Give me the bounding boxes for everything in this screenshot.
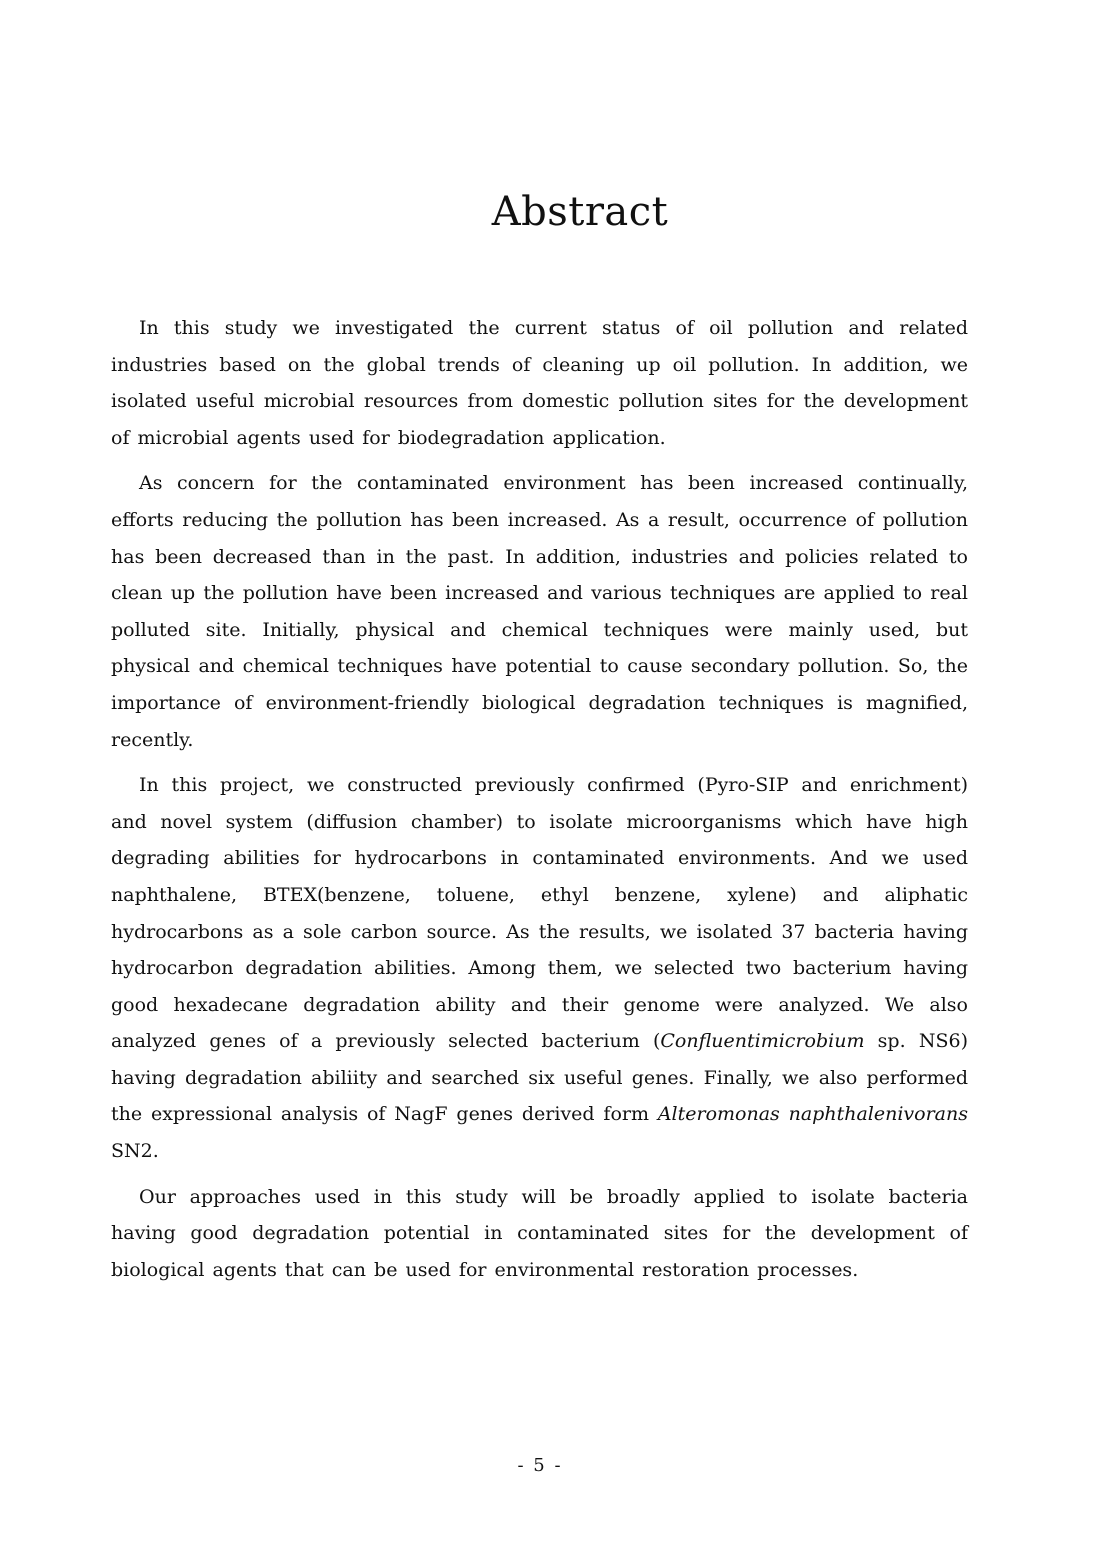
paragraph <box>111 310 968 456</box>
text-segment: Our approaches used in this study will be broadly applied to isolate bacteria having good degradation potential in contaminated sites for the development of biological agents that can be used for environmental restoration processes. <box>111 1185 968 1281</box>
species-name-italic: Confluentimicrobium <box>660 1030 865 1053</box>
text-segment: In this study we investigated the current status of oil pollution and related industries based on the global trends of cleaning up oil pollution. In addition, we isolated useful microbial resources from domestic pollution sites for the development of microbial agents used for biodegradation application. <box>111 317 968 449</box>
text-segment: SN2. <box>111 1140 159 1163</box>
text-segment: sp. NS6) having degradation abiliity and searched six useful genes. Finally, we also performed the expressional analysis of NagF genes derived form <box>111 1030 968 1126</box>
paragraph <box>111 1179 968 1289</box>
abstract-body <box>111 310 968 1297</box>
text-segment: In this project, we constructed previously confirmed (Pyro-SIP and enrichment) and novel system (diffusion chamber) to isolate microorganisms which have high degrading abilities for hydrocarbons in contaminated environments. And we used naphthalene, BTEX(benzene, toluene, ethyl benzene, xylene) and aliphatic hydrocarbons as a sole carbon source. As the results, we isolated 37 bacteria having hydrocarbon degradation abilities. Among them, we selected two bacterium having good hexadecane degradation ability and their genome were analyzed. We also analyzed genes of a previously selected bacterium ( <box>111 774 968 1053</box>
species-name-italic: Alteromonas naphthalenivorans <box>657 1103 968 1126</box>
paragraph <box>111 767 968 1170</box>
page-title: Abstract <box>491 189 669 235</box>
text-segment: As concern for the contaminated environment has been increased continually, efforts reducing the pollution has been increased. As a result, occurrence of pollution has been decreased than in the past. In addition, industries and policies related to clean up the pollution have been increased and various techniques are applied to real polluted site. Initially, physical and chemical techniques were mainly used, but physical and chemical techniques have potential to cause secondary pollution. So, the importance of environment-friendly biological degradation techniques is magnified, recently. <box>111 472 968 751</box>
page-number: - 5 - <box>517 1455 563 1476</box>
paragraph <box>111 465 968 758</box>
